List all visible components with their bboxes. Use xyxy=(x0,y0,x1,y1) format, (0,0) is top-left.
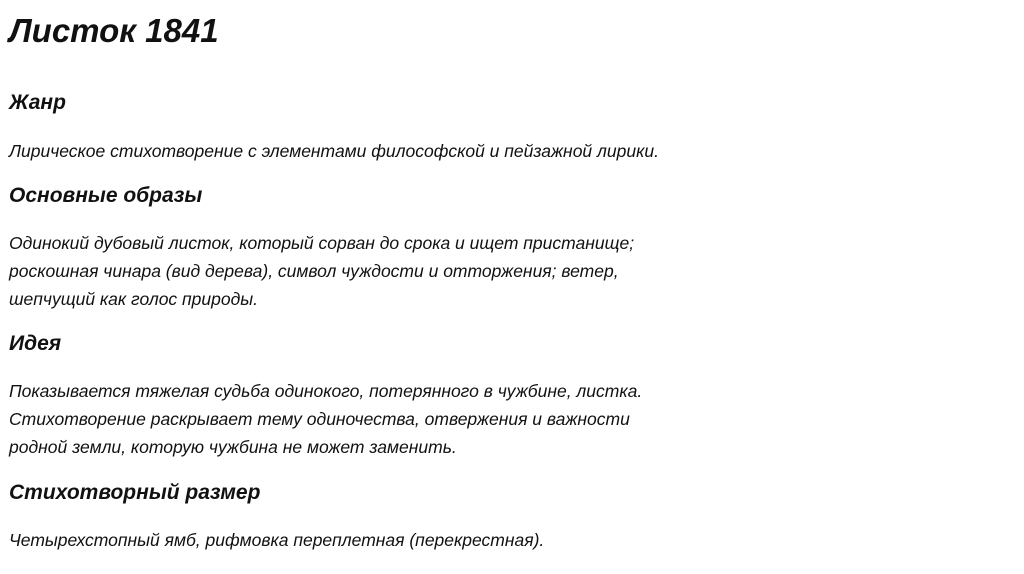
section-heading-genre: Жанр xyxy=(9,91,66,114)
section-text-genre xyxy=(9,137,659,165)
text-line: Одинокий дубовый листок, который сорван до срока и ищет пристанище; xyxy=(9,233,635,253)
text-line: Показывается тяжелая судьба одинокого, потерянного в чужбине, листка. xyxy=(9,381,643,401)
section-text-images xyxy=(9,229,634,313)
text-line: роскошная чинара (вид дерева), символ чуждости и отторжения; ветер, xyxy=(9,261,619,281)
section-text-idea xyxy=(9,377,642,461)
text-line: шепчущий как голос природы. xyxy=(9,289,259,309)
slide-title: Листок 1841 xyxy=(9,12,219,49)
text-line: Стихотворение раскрывает тему одиночества, отвержения и важности xyxy=(9,409,630,429)
text-line: Четырехстопный ямб, рифмовка переплетная (перекрестная). xyxy=(9,530,545,550)
section-text-meter xyxy=(9,526,544,554)
text-line: Лирическое стихотворение с элементами философской и пейзажной лирики. xyxy=(9,141,659,161)
section-heading-images: Основные образы xyxy=(9,184,203,207)
text-line: родной земли, которую чужбина не может заменить. xyxy=(9,437,457,457)
section-heading-idea: Идея xyxy=(9,332,62,355)
section-heading-meter: Стихотворный размер xyxy=(9,481,261,504)
